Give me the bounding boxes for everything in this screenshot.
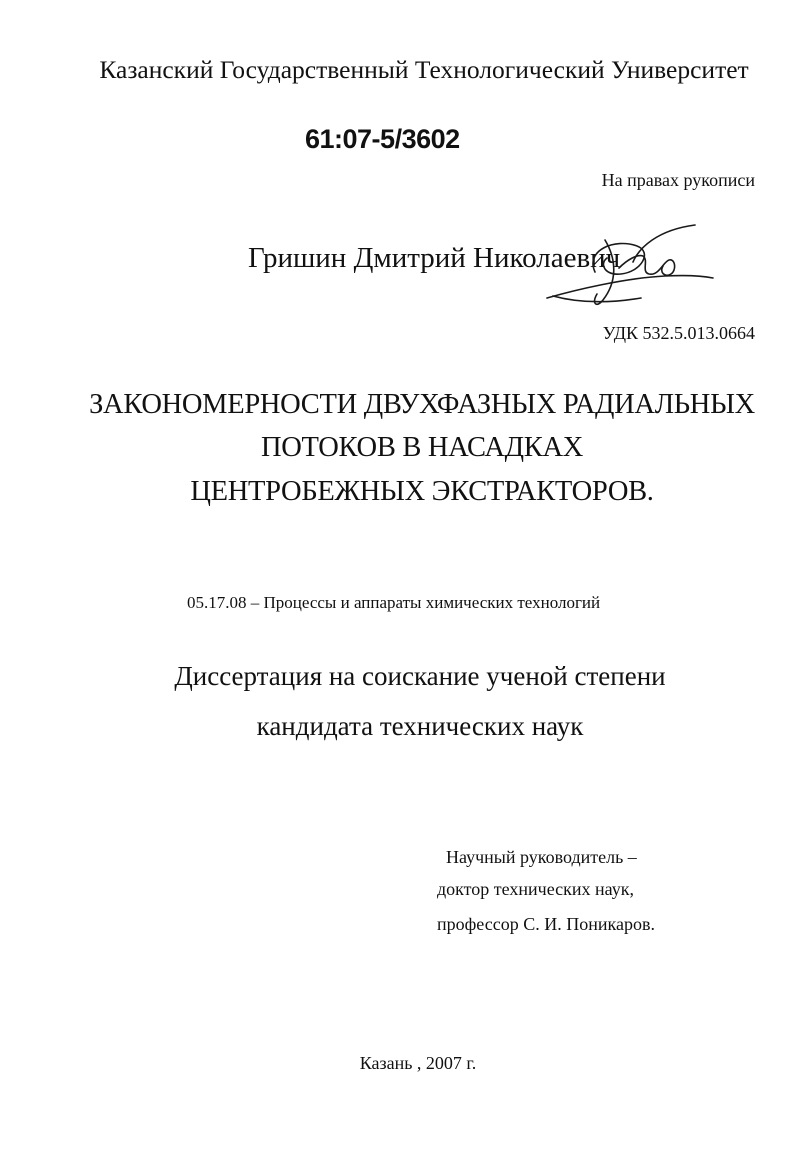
supervisor-line: Научный руководитель – — [446, 847, 637, 867]
university-name: Казанский Государственный Технологический Университет — [99, 55, 749, 84]
city-year: Казань , 2007 г. — [359, 1053, 477, 1073]
supervisor-line: профессор С. И. Поникаров. — [437, 914, 655, 934]
degree-line: кандидата технических наук — [256, 711, 584, 741]
degree-line: Диссертация на соискание ученой степени — [174, 661, 666, 691]
dissertation-title-line: ЗАКОНОМЕРНОСТИ ДВУХФАЗНЫХ РАДИАЛЬНЫХ — [89, 389, 755, 420]
dissertation-title-line: ПОТОКОВ В НАСАДКАХ — [260, 432, 584, 463]
specialty-code: 05.17.08 – Процессы и аппараты химических технологий — [187, 593, 601, 612]
dissertation-title-line: ЦЕНТРОБЕЖНЫХ ЭКСТРАКТОРОВ. — [190, 476, 654, 507]
udc-code: УДК 532.5.013.0664 — [602, 323, 755, 343]
rights-note: На правах рукописи — [601, 170, 755, 190]
archive-number: 61:07-5/3602 — [305, 124, 460, 154]
supervisor-line: доктор технических наук, — [437, 879, 634, 899]
signature-icon — [545, 220, 715, 310]
author-name: Гришин Дмитрий Николаевич — [248, 242, 621, 274]
